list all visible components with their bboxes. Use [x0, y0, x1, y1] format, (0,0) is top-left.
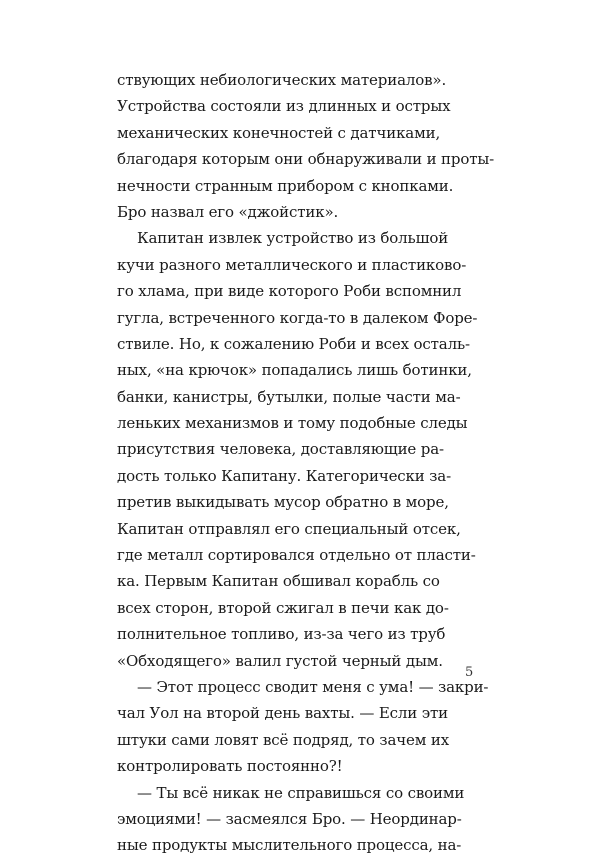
text-line: штуки сами ловят всё подряд, то зачем их: [117, 730, 450, 749]
page-number: 5: [465, 665, 474, 680]
text-line: контролировать постоянно?!: [117, 757, 343, 776]
text-line: эмоциями! — засмеялся Бро. — Неординар-: [117, 809, 462, 828]
text-line: всех сторон, второй сжигал в печи как до-: [117, 598, 449, 617]
text-line: дость только Капитану. Категорически за-: [117, 466, 451, 485]
text-line: ные продукты мыслительного процесса, на-: [117, 836, 462, 855]
text-line: Бро назвал его «джойстик».: [117, 202, 339, 221]
text-line: кучи разного металлического и пластиково-: [117, 255, 467, 274]
page-text: [117, 67, 495, 859]
text-line: претив выкидывать мусор обратно в море,: [117, 493, 449, 512]
text-line: благодаря которым они обнаруживали и проты-: [117, 150, 495, 169]
text-line: ных, «на крючок» попадались лишь ботинки,: [117, 361, 472, 380]
text-line: ка. Первым Капитан обшивал корабль со: [117, 572, 440, 591]
text-line: Капитан отправлял его специальный отсек,: [117, 519, 461, 538]
text-line: Капитан извлек устройство из большой: [137, 229, 449, 248]
text-line: нечности странным прибором с кнопками.: [117, 176, 454, 195]
text-line: банки, канистры, бутылки, полые части ма-: [117, 387, 461, 406]
text-line: го хлама, при виде которого Роби вспомнил: [117, 282, 462, 301]
text-line: механических конечностей с датчиками,: [117, 123, 441, 142]
text-line: леньких механизмов и тому подобные следы: [117, 414, 468, 433]
text-line: — Ты всё никак не справишься со своими: [137, 783, 465, 802]
text-line: чал Уол на второй день вахты. — Если эти: [117, 704, 448, 723]
text-line: ствиле. Но, к сожалению Роби и всех осталь-: [117, 334, 470, 353]
text-line: гугла, встреченного когда-то в далеком Форе-: [117, 308, 478, 327]
text-line: где металл сортировался отдельно от пласти-: [117, 546, 476, 565]
text-line: полнительное топливо, из-за чего из труб: [117, 625, 446, 644]
text-line: ствующих небиологических материалов».: [117, 71, 447, 89]
text-line: присутствия человека, доставляющие ра-: [117, 440, 444, 459]
text-line: — Этот процесс сводит меня с ума! — закри-: [137, 677, 489, 696]
text-line: Устройства состояли из длинных и острых: [117, 97, 451, 116]
text-line: «Обходящего» валил густой черный дым.: [117, 651, 443, 670]
